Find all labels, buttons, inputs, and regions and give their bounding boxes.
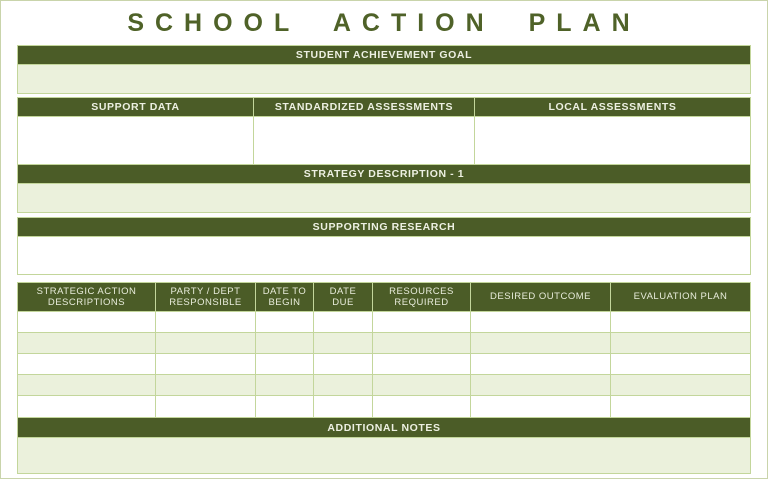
table-cell[interactable]: [373, 354, 471, 374]
table-cell[interactable]: [314, 375, 373, 395]
local-assessments-cell[interactable]: [475, 117, 750, 164]
local-assessments-header: LOCAL ASSESSMENTS: [475, 98, 750, 116]
table-row: [18, 354, 750, 375]
table-cell[interactable]: [471, 312, 611, 332]
table-cell[interactable]: [156, 396, 256, 417]
table-cell[interactable]: [256, 396, 314, 417]
table-cell[interactable]: [373, 333, 471, 353]
page-title: SCHOOL ACTION PLAN: [127, 8, 641, 37]
section-gap: [17, 275, 751, 282]
table-cell[interactable]: [373, 312, 471, 332]
table-row: [18, 312, 750, 333]
table-cell[interactable]: [18, 312, 156, 332]
table-cell[interactable]: [156, 312, 256, 332]
standardized-assessments-header: STANDARDIZED ASSESSMENTS: [254, 98, 475, 116]
column-header-evaluation-plan: EVALUATION PLAN: [611, 283, 750, 311]
strategy-input-cell[interactable]: [17, 183, 751, 213]
notes-section-header: ADDITIONAL NOTES: [17, 417, 751, 438]
column-header-party-dept: PARTY / DEPT RESPONSIBLE: [156, 283, 256, 311]
table-cell[interactable]: [373, 375, 471, 395]
table-cell[interactable]: [611, 354, 750, 374]
table-row: [18, 333, 750, 354]
table-cell[interactable]: [471, 333, 611, 353]
column-header-date-to-begin: DATE TO BEGIN: [256, 283, 314, 311]
table-cell[interactable]: [18, 375, 156, 395]
table-cell[interactable]: [314, 333, 373, 353]
goal-section-header: STUDENT ACHIEVEMENT GOAL: [17, 45, 751, 65]
title-row: [1, 1, 767, 45]
table-cell[interactable]: [256, 354, 314, 374]
action-plan-sheet: [17, 45, 751, 474]
table-cell[interactable]: [18, 354, 156, 374]
table-cell[interactable]: [18, 333, 156, 353]
column-header-strategic-action: STRATEGIC ACTION DESCRIPTIONS: [18, 283, 156, 311]
table-cell[interactable]: [314, 354, 373, 374]
table-cell[interactable]: [471, 354, 611, 374]
table-cell[interactable]: [611, 312, 750, 332]
support-data-cell[interactable]: [18, 117, 254, 164]
research-section-header: SUPPORTING RESEARCH: [17, 217, 751, 237]
table-cell[interactable]: [611, 396, 750, 417]
table-cell[interactable]: [256, 375, 314, 395]
column-header-desired-outcome: DESIRED OUTCOME: [471, 283, 611, 311]
strategy-section-header: STRATEGY DESCRIPTION - 1: [17, 164, 751, 184]
standardized-assessments-cell[interactable]: [254, 117, 475, 164]
table-cell[interactable]: [611, 333, 750, 353]
table-cell[interactable]: [373, 396, 471, 417]
assessments-header-row: [17, 97, 751, 117]
table-cell[interactable]: [471, 396, 611, 417]
column-header-date-due: DATE DUE: [314, 283, 373, 311]
research-input-cell[interactable]: [17, 236, 751, 275]
assessments-body-row: [17, 116, 751, 165]
column-header-resources: RESOURCES REQUIRED: [373, 283, 471, 311]
action-table-body: [17, 311, 751, 418]
action-table-header-row: [17, 282, 751, 312]
notes-input-cell[interactable]: [17, 437, 751, 474]
table-cell[interactable]: [471, 375, 611, 395]
table-cell[interactable]: [18, 396, 156, 417]
support-data-header: SUPPORT DATA: [18, 98, 254, 116]
table-cell[interactable]: [256, 312, 314, 332]
table-cell[interactable]: [156, 333, 256, 353]
table-cell[interactable]: [256, 333, 314, 353]
table-cell[interactable]: [156, 354, 256, 374]
table-row: [18, 396, 750, 417]
table-row: [18, 375, 750, 396]
table-cell[interactable]: [314, 312, 373, 332]
table-cell[interactable]: [314, 396, 373, 417]
table-cell[interactable]: [156, 375, 256, 395]
table-cell[interactable]: [611, 375, 750, 395]
goal-input-cell[interactable]: [17, 64, 751, 94]
